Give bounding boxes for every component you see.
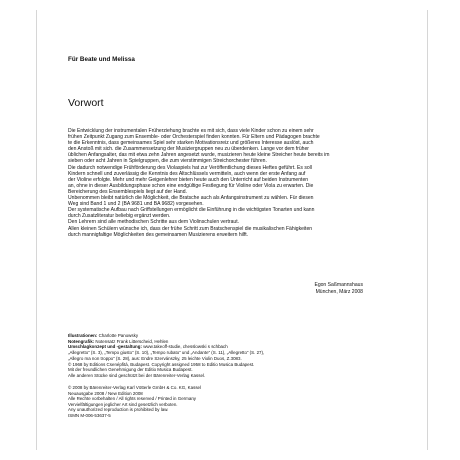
- body-line: den Anstoß mit sich. die Zusammensetzung der Musiziergruppen neu zu überdenken. Lange vor dem früher: [68, 146, 309, 153]
- body-line: Die Entwicklung der instrumentalen Früherziehung brachte es mit sich, dass viele Kinder schon zu einem sehr: [68, 128, 314, 134]
- music-note: „Allegretto“ (S. 3), „Tempo giusto“ (S. 10), „Tempo rubato“ und „Andante“ (S. 11), „Allegretto“ (S. 27),: [68, 350, 265, 356]
- copyright-line: Alle Rechte vorbehalten / All rights reserved / Printed in Germany: [68, 396, 197, 402]
- copyright-line: Vervielfältigungen jeglicher Art sind gesetzlich verboten.: [68, 401, 178, 407]
- credit-label: Illustrationen:: [68, 333, 98, 338]
- copyright-line: Any unauthorized reproduction is prohibited by law.: [68, 407, 169, 413]
- music-note: Alle anderen Stücke sind geschützt bei der Bärenreiter-Verlag Kassel.: [68, 372, 206, 378]
- music-note: © 1968 by Editions Csenépfitá, Budapest. Copyright assigned 1958 to Editio Musica Budapest.: [68, 361, 255, 367]
- body-line: üblichen Anfangsalter, das mit etwa zehn Jahren angesetzt wurde, musizieren heute kleine Streicher heute bereits im: [68, 152, 330, 159]
- body-line: Kindern schnell und zuverlässig die Kenntnis des Altschlüssels vermitteln, auch wenn der erste Anfang auf: [68, 170, 306, 177]
- isbn-line: ISMN M-006-53637-5: [68, 412, 111, 418]
- copyright-line: Neuausgabe 2008 / New Edition 2008: [68, 390, 143, 396]
- body-line: Bereicherung des Ensemblespiels liegt auf der Hand.: [68, 188, 187, 195]
- body-line: frühen Zeitpunkt Zugang zum Ensemble- oder Orchesterspiel finden konnten. Für Eltern und Pädagogen brachte: [68, 134, 320, 141]
- body-line: te die Erkenntnis, dass gemeinsames Spiel sehr starken Motivationsreiz und größeres Interesse auslöst, auch: [68, 140, 314, 147]
- dedication: Für Beate und Melissa: [68, 56, 135, 63]
- body-line: Unbenommen bleibt natürlich die Möglichkeit, die Bratsche auch als Anfangsinstrument zu wählen. Für diesen: [68, 195, 314, 202]
- body-line: durch mannigfaltige Möglichkeiten des gemeinsamen Musizierens erweitern hilft.: [68, 231, 249, 238]
- credit-value: Charlotte Panowsky: [97, 333, 139, 338]
- preface-body: [68, 128, 403, 238]
- body-line: sieben oder acht Jahren in Spielgruppen, die zum vierstimmigen Streichorchester führen.: [68, 158, 267, 165]
- body-line: an, ohne in dieser Ausbildungsphase schon eine endgültige Festlegung für Violine oder Viola zu erwarten. Die: [68, 182, 314, 189]
- copyright-block: [68, 385, 368, 419]
- place-date: München, März 2008: [315, 288, 363, 295]
- credit-label: Umschlagkonzept und -gestaltung:: [68, 344, 142, 350]
- copyright-line: © 2008 by Bärenreiter-Verlag Karl Vötterle GmbH & Co. KG, Kassel: [68, 385, 202, 390]
- body-line: Die dadurch notwendige Frühförderung des Violaspiels hat zur Veröffentlichung dieses Heftes geführt. Es soll: [68, 164, 312, 171]
- body-line: Allen kleinen Schülern wünsche ich, dass der frühe Schritt zum Bratschenspiel die musikalischen Fähigkeiten: [68, 225, 313, 232]
- body-line: Weg sind Band 1 und 2 (BA 9681 und BA 9682) vorgesehen.: [68, 201, 204, 208]
- body-line: Den Lehrern sind alle methodischen Schritte aus dem Violinschulen vertraut.: [68, 219, 240, 226]
- document-page: [36, 10, 428, 450]
- music-note: „Allegro ma non troppo“ (S. 28), aus: Endre Szervánszky, 25 leichte Violin Duos, Z.3083.: [68, 355, 242, 361]
- credit-value: Notensatz Frank Litterscheid, Hehlen: [94, 338, 169, 344]
- body-line: Der systematische Aufbau nach Griffstellungen ermöglicht die Einführung in die wichtigsten Tonarten und kann: [68, 207, 315, 214]
- body-line: durch Zusatzliteratur beliebig ergänzt werden.: [68, 213, 171, 220]
- page-title: Vorwort: [68, 97, 104, 109]
- credit-value: www.takeoff-studie, chesslowski s schbach: [141, 344, 228, 350]
- music-note: Mit der freundlichen Genehmigung der Editio Musica Budapest.: [68, 367, 193, 373]
- body-line: der Violine erfolgte. Mehr und mehr Geigenlehrer bieten heute auch den Unterricht auf beiden Instrumenten: [68, 176, 309, 183]
- signature-block: [314, 282, 363, 295]
- author-name: Egon Saßmannshaus: [314, 282, 363, 288]
- credit-label: Notengrafik:: [68, 338, 95, 344]
- credits-block: [68, 333, 403, 379]
